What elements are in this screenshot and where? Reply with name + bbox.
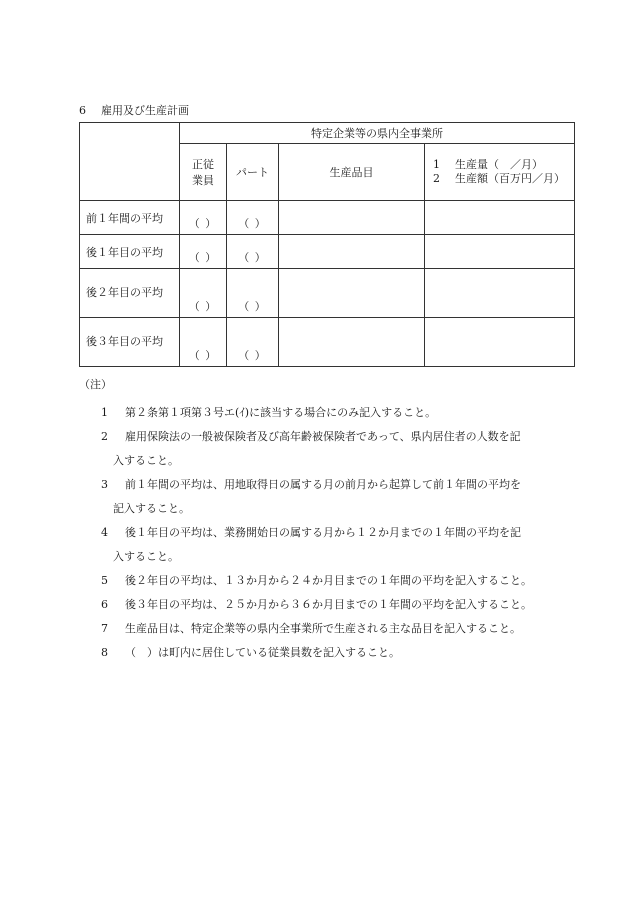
part-cell[interactable]: （ ） (227, 318, 279, 367)
note-item (79, 473, 579, 521)
table-row (80, 318, 575, 367)
table-group-header-row (80, 123, 575, 144)
employment-production-table (79, 122, 575, 367)
note-text: 後２年目の平均は、１３か月から２４か月目までの１年間の平均を記入すること。 (125, 574, 532, 587)
metrics-cell[interactable] (425, 201, 575, 235)
note-item (79, 569, 579, 593)
note-item (79, 425, 579, 473)
note-item (79, 401, 579, 425)
products-cell[interactable] (279, 318, 425, 367)
note-number: 5 (101, 574, 108, 587)
note-text-continued: 入すること。 (113, 454, 179, 467)
col-header-employees-line1: 正従 (192, 158, 214, 171)
table-row (80, 235, 575, 269)
note-number: 1 (101, 406, 108, 419)
metrics-cell[interactable] (425, 235, 575, 269)
metric-volume: 1 生産量（ ／月） (433, 158, 543, 171)
note-number: 2 (101, 430, 108, 443)
note-item (79, 617, 579, 641)
employees-cell[interactable]: （ ） (180, 235, 227, 269)
note-text: （ ）は町内に居住している従業員数を記入すること。 (125, 646, 400, 659)
note-text: 第２条第１項第３号エ(ｲ)に該当する場合にのみ記入すること。 (125, 406, 437, 419)
part-cell[interactable]: （ ） (227, 201, 279, 235)
col-header-employees (180, 144, 227, 201)
table-row (80, 201, 575, 235)
row-label: 後２年目の平均 (80, 269, 180, 318)
note-text: 雇用保険法の一般被保険者及び高年齢被保険者であって、県内居住者の人数を記 (125, 430, 521, 443)
note-text-continued: 記入すること。 (113, 502, 190, 515)
note-text: 前１年間の平均は、用地取得日の属する月の前月から起算して前１年間の平均を (125, 478, 521, 491)
employees-cell[interactable]: （ ） (180, 269, 227, 318)
note-item (79, 641, 579, 665)
col-header-products: 生産品目 (279, 144, 425, 201)
note-number: 3 (101, 478, 108, 491)
corner-cell (80, 123, 180, 201)
products-cell[interactable] (279, 201, 425, 235)
metrics-cell[interactable] (425, 318, 575, 367)
row-label: 前１年間の平均 (80, 201, 180, 235)
metrics-cell[interactable] (425, 269, 575, 318)
note-number: 7 (101, 622, 108, 635)
col-header-employees-line2: 業員 (192, 174, 214, 187)
note-item (79, 593, 579, 617)
part-cell[interactable]: （ ） (227, 235, 279, 269)
section-title: 雇用及び生産計画 (101, 104, 189, 117)
row-label: 後３年目の平均 (80, 318, 180, 367)
part-cell[interactable]: （ ） (227, 269, 279, 318)
section-heading (79, 102, 189, 118)
products-cell[interactable] (279, 269, 425, 318)
metric-amount: 2 生産額（百万円／月） (433, 172, 565, 185)
employees-cell[interactable]: （ ） (180, 318, 227, 367)
employees-cell[interactable]: （ ） (180, 201, 227, 235)
products-cell[interactable] (279, 235, 425, 269)
notes-section (79, 376, 579, 665)
notes-heading: （注） (79, 378, 112, 391)
row-label: 後１年目の平均 (80, 235, 180, 269)
section-number: 6 (79, 104, 86, 117)
note-text: 生産品目は、特定企業等の県内全事業所で生産される主な品目を記入すること。 (125, 622, 521, 635)
group-header: 特定企業等の県内全事業所 (180, 123, 575, 144)
table-row (80, 269, 575, 318)
col-header-part: パート (227, 144, 279, 201)
note-text: 後１年目の平均は、業務開始日の属する月から１２か月までの１年間の平均を記 (125, 526, 521, 539)
note-text-continued: 入すること。 (113, 550, 179, 563)
note-number: 4 (101, 526, 108, 539)
note-number: 6 (101, 598, 108, 611)
note-text: 後３年目の平均は、２５か月から３６か月目までの１年間の平均を記入すること。 (125, 598, 532, 611)
note-item (79, 521, 579, 569)
note-number: 8 (101, 646, 108, 659)
col-header-metrics (425, 144, 575, 201)
